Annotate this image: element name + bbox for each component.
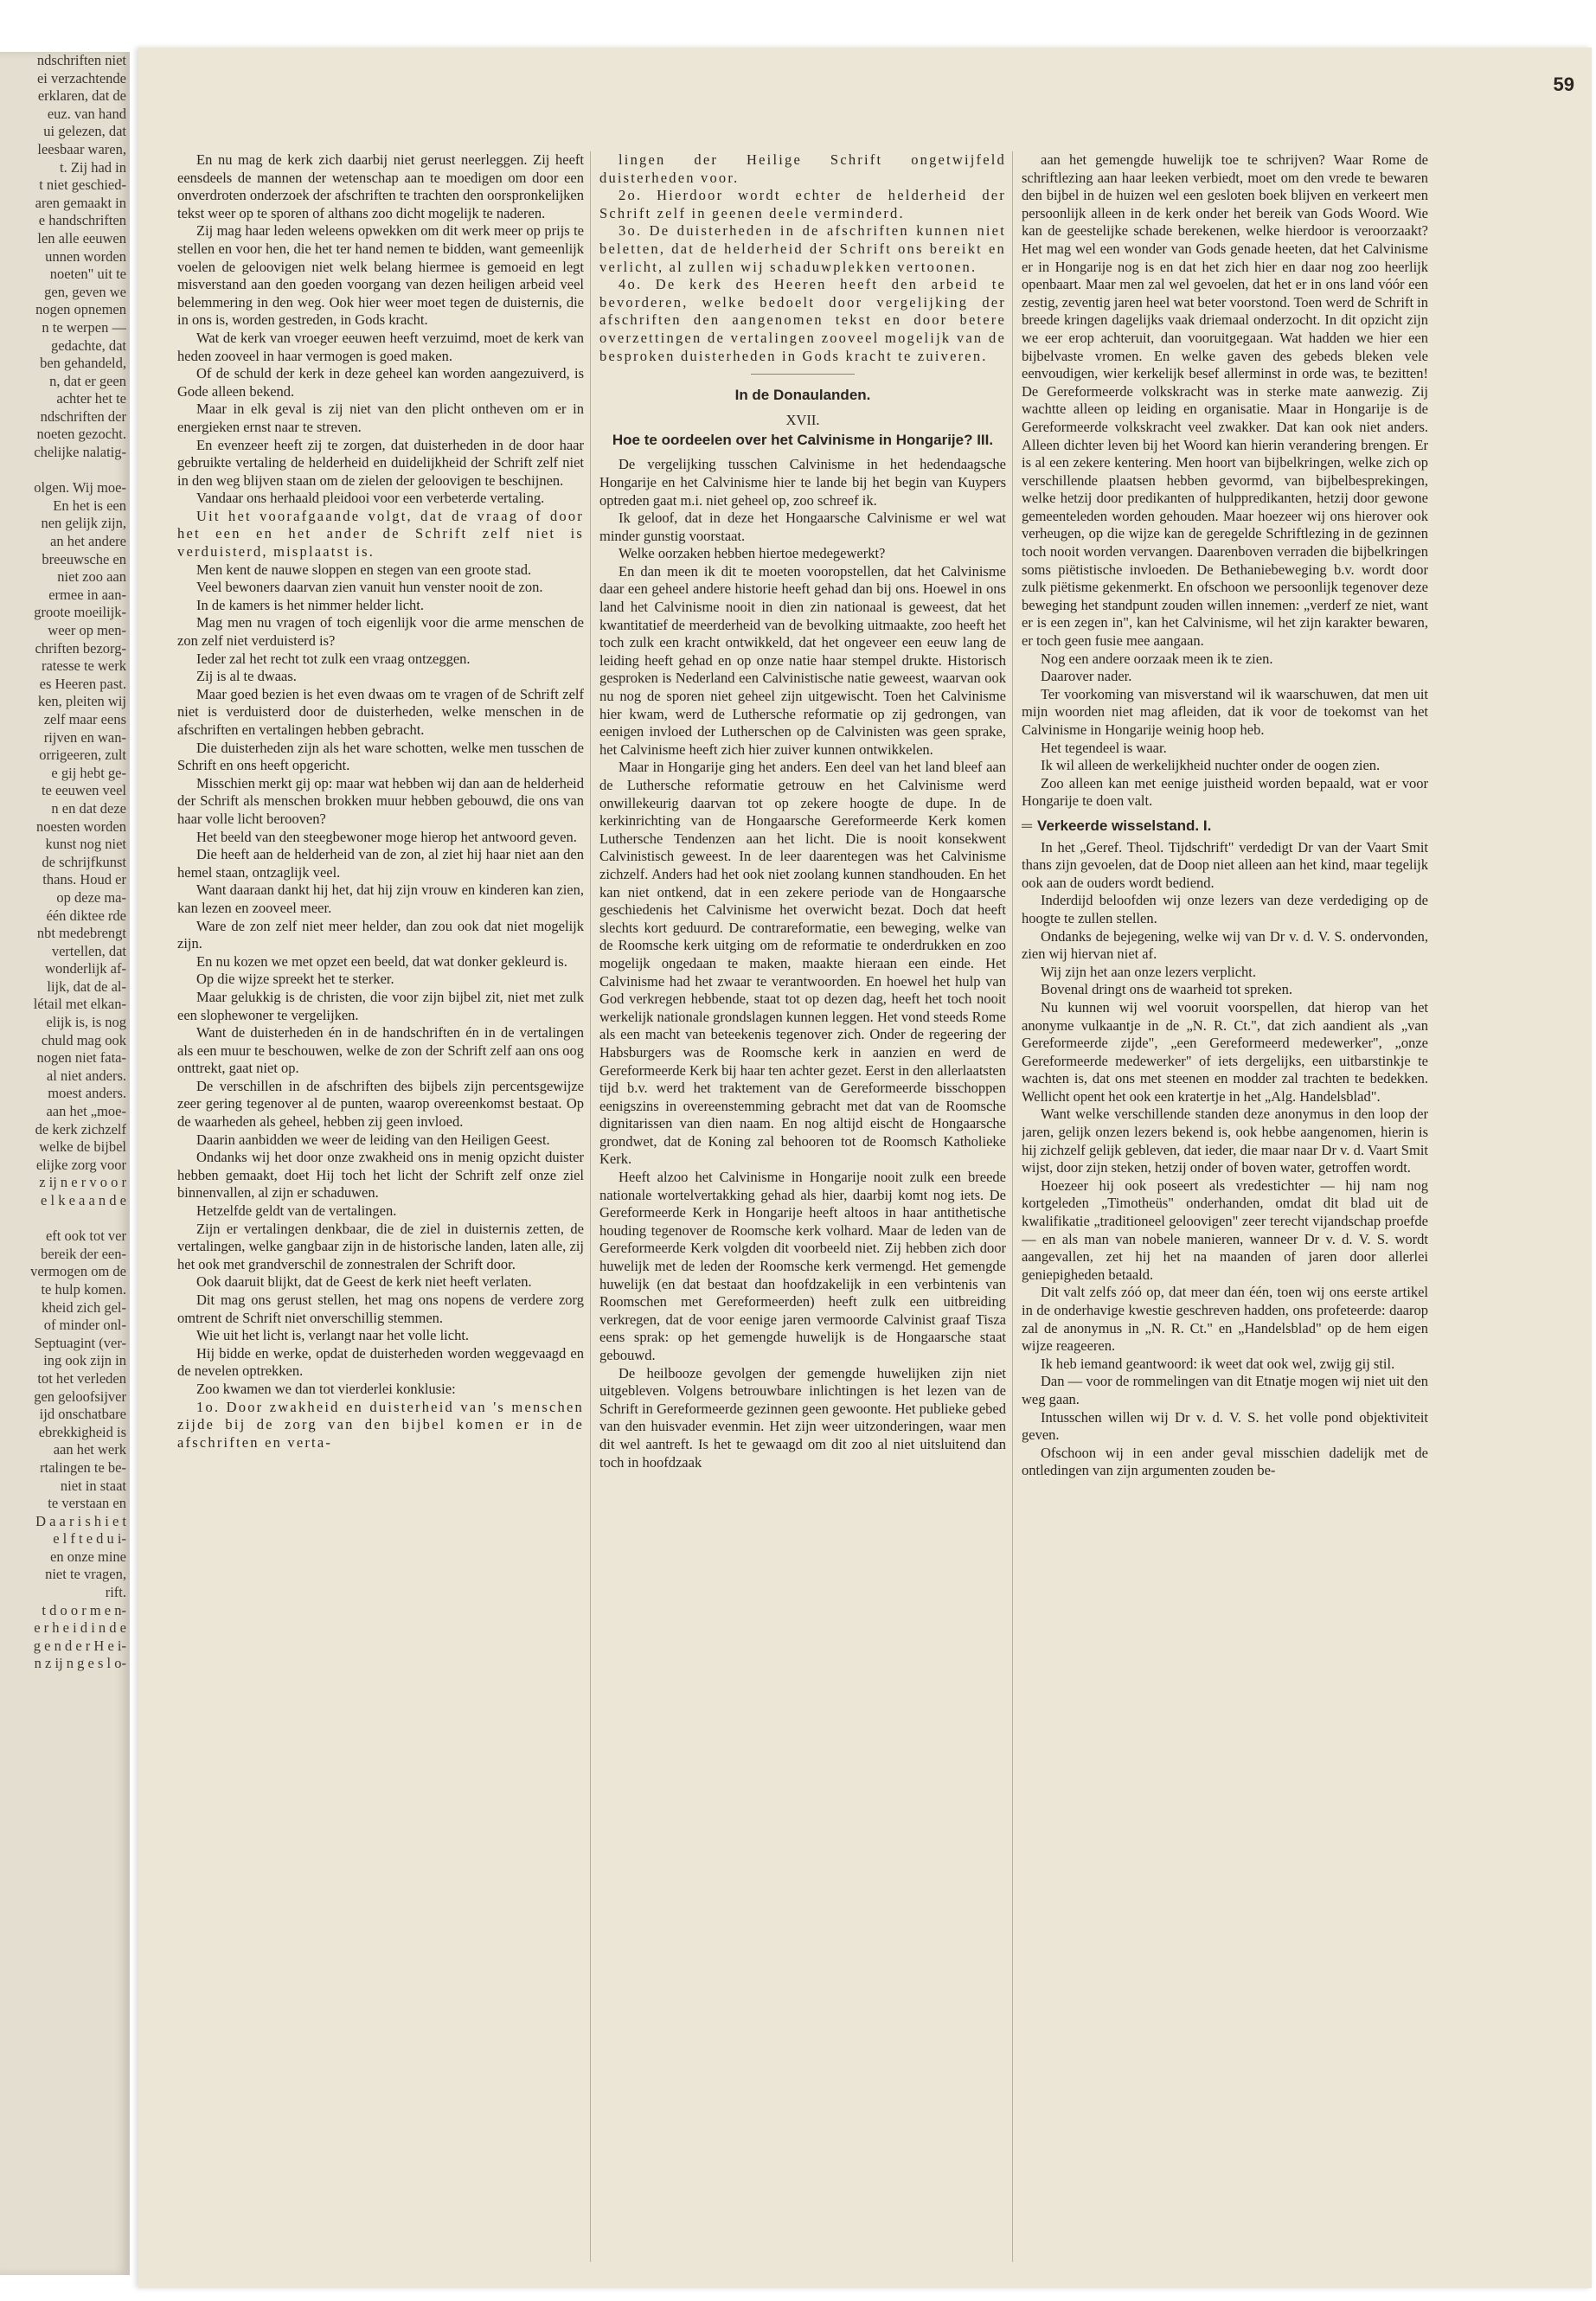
previous-page-line-fragment: z ij n e r v o o r — [39, 1174, 126, 1191]
page-number: 59 — [1553, 74, 1574, 95]
column-rule — [590, 151, 591, 2262]
previous-page-line-fragment: elijke zorg voor — [35, 1156, 126, 1173]
conclusions-block — [599, 151, 1006, 365]
previous-page-line-fragment: gen geloofsijver — [34, 1388, 126, 1405]
previous-page-line-fragment: an het andere — [50, 533, 126, 550]
paragraph: Men kent de nauwe sloppen en stegen van een groote stad. — [196, 561, 532, 578]
paragraph: Ik geloof, dat in deze het Hongaarsche Calvinisme er wel wat minder gunstig voorstaat. — [599, 510, 1006, 544]
paragraph: Dan — voor de rommelingen van dit Etnatje mogen wij niet uit den weg gaan. — [1022, 1373, 1428, 1407]
previous-page-line-fragment: chuld mag ook — [41, 1031, 126, 1048]
paragraph: 2o. Hierdoor wordt echter de helderheid der Schrift zelf in geenen deele verminderd. — [599, 187, 1006, 221]
previous-page-edge — [0, 52, 130, 2275]
previous-page-line-fragment: wonderlijk af- — [45, 960, 126, 977]
previous-page-line-fragment: En het is een — [53, 497, 126, 514]
previous-page-line-fragment: kunst nog niet — [45, 836, 126, 853]
previous-page-line-fragment: en onze mine — [50, 1548, 126, 1565]
paragraph: Bovenal dringt ons de waarheid tot spreken. — [1041, 981, 1292, 998]
previous-page-line-fragment: D a a r i s h i e t — [35, 1512, 126, 1529]
paragraph: Zij is al te dwaas. — [196, 668, 297, 685]
previous-page-line-fragment: rijven en wan- — [43, 728, 126, 746]
previous-page-line-fragment: nogen opnemen — [35, 301, 126, 318]
previous-page-line-fragment: rift. — [105, 1584, 126, 1601]
paragraph: Ook daaruit blijkt, dat de Geest de kerk niet heeft verlaten. — [196, 1273, 532, 1291]
previous-page-line-fragment: breeuwsche en — [42, 550, 126, 567]
previous-page-line-fragment: aan het werk — [53, 1441, 126, 1458]
paragraph: Daarover nader. — [1041, 668, 1132, 685]
previous-page-line-fragment: groote moeilijk- — [34, 604, 126, 621]
paragraph: 1o. Door zwakheid en duisterheid van 's menschen zijde bij de zorg van den bijbel komen er in de afschriften en verta- — [177, 1398, 584, 1451]
previous-page-line-fragment: de schrijfkunst — [42, 853, 126, 870]
paragraph: Mag men nu vragen of toch eigenlijk voor die arme menschen de zon zelf niet verduisterd is? — [177, 614, 584, 650]
previous-page-line-fragment: nogen niet fata- — [36, 1049, 126, 1067]
previous-page-line-fragment: chriften bezorg- — [35, 639, 126, 657]
previous-page-line-fragment: noeten" uit te — [49, 266, 126, 283]
article-heading-wisselstand — [1022, 817, 1428, 836]
paragraph: Uit het voorafgaande volgt, dat de vraag of door het een en het ander de Schrift zelf niet is verduisterd, misplaatst is. — [177, 507, 584, 561]
previous-page-line-fragment: of minder onl- — [43, 1317, 126, 1334]
paragraph: Ofschoon wij in een ander geval misschien dadelijk met de ontledingen van zijn argumenten zouden be- — [1022, 1444, 1428, 1479]
paragraph: Welke oorzaken hebben hiertoe medegewerkt? — [619, 545, 886, 562]
previous-page-line-fragment: e l k e a a n d e — [41, 1192, 126, 1208]
previous-page-line-fragment: te eeuwen veel — [41, 782, 126, 799]
previous-page-line-fragment: nbt medebrengt — [36, 925, 126, 942]
previous-page-line-fragment: létail met elkan- — [33, 996, 126, 1013]
previous-page-line-fragment: thans. Houd er — [42, 871, 126, 888]
paragraph: Zij mag haar leden weleens opwekken om dit werk meer op prijs te stellen en voor hen, die het ter hand nemen te bidden, want gemeenlijk voelen de geloovigen niet welk belang hiermee is gemoeid en legt misverstand aan den goeden voorgang van dezen heiligen arbeid veel belemmering in den weg. Ook hier weer moet tegen de duisternis, die in ons is, worden gestreden, in Gods kracht. — [177, 222, 584, 329]
previous-page-line-fragment: tot het verleden — [37, 1369, 126, 1387]
paragraph: Hetzelfde geldt van de vertalingen. — [196, 1202, 397, 1220]
column-3 — [1022, 151, 1428, 2262]
previous-page-line-fragment: al niet anders. — [46, 1067, 126, 1084]
paragraph: Want daaraan dankt hij het, dat hij zijn vrouw en kinderen kan zien, kan lezen en zooveel meer. — [177, 881, 584, 916]
column-1 — [177, 151, 584, 2262]
previous-page-line-fragment: noesten worden — [35, 817, 126, 835]
previous-page-line-fragment: es Heeren past. — [39, 675, 126, 692]
previous-page-line-fragment: kheid zich gel- — [41, 1298, 126, 1316]
paragraph: En dan meen ik dit te moeten vooropstellen, dat het Calvinisme daar een geheel andere historie heeft gehad dan bij ons. Hoewel in ons land het Calvinisme nooit in dien zin nationaal is geweest, dat het kwantitatief de meerderheid van de bevolking uitmaakte, zoo heeft het toch zulk een kracht ontwikkeld, dat het ongeveer een eeuw lang de leiding heeft gehad en op onze natie haar stempel drukte. Historisch gesproken is Nederland een Calvinistische natie geweest, waarvan ook nu nog de sporen niet geheel zijn uitgewischt. Toen het Calvinisme hier kwam, werd de Luthersche reformatie op zij gedrongen, van eenigen invloed der Lutherschen op de Calvinisten was geen sprake, het Calvinisme heeft zich hier zuiver kunnen ontwikkelen. — [599, 562, 1006, 758]
previous-page-line-fragment: eft ook tot ver — [45, 1227, 126, 1245]
previous-page-line-fragment: g e n d e r H e i- — [33, 1637, 126, 1654]
heading-marker: ═ — [1022, 817, 1033, 834]
paragraph: Vandaar ons herhaald pleidooi voor een verbeterde vertaling. — [196, 490, 545, 507]
previous-page-line-fragment: welke de bijbel — [39, 1138, 126, 1156]
article-heading-text: Verkeerde wisselstand. I. — [1037, 817, 1212, 834]
previous-page-line-fragment: aan het „moe- — [46, 1103, 126, 1120]
paragraph: In het „Geref. Theol. Tijdschrift" verdedigt Dr van der Vaart Smit thans zijn gevoelen, dat de Doop niet alleen aan het kind, maar tegelijk ook aan de ouders wordt bediend. — [1022, 838, 1428, 891]
paragraph: Misschien merkt gij op: maar wat hebben wij dan aan de helderheid der Schrift als menschen brokken muur hebben gebouwd, die ons van haar volle licht berooven? — [177, 774, 584, 827]
previous-page-line-fragment: nen gelijk zijn, — [41, 515, 126, 532]
paragraph: Ieder zal het recht tot zulk een vraag ontzeggen. — [196, 650, 471, 667]
previous-page-line-fragment: weer op men- — [48, 622, 126, 638]
paragraph: Nu kunnen wij wel vooruit voorspellen, dat hierop van het anonyme vulkaantje in de „N. R. Ct.", dat zich aandient als „van Gereformeerde zijde", „een Gereformeerd medewerker", „onze Gereformeerde medewerker" of iets dergelijks, een uitbarstinkje te wachten is, dat ons met steenen en modder zal trachten te bedekken. Wellicht opent het ook een kratertje in het „Alg. Handelsblad". — [1022, 998, 1428, 1105]
previous-page-line-fragment: euz. van hand — [47, 105, 126, 122]
previous-page-line-fragment: e r h e i d i n d e — [34, 1619, 126, 1637]
previous-page-line-fragment: lijk, dat de al- — [47, 977, 126, 995]
previous-page-line-fragment: één diktee rde — [46, 907, 126, 924]
paragraph: Dit mag ons gerust stellen, het mag ons nopens de verdere zorg omtrent de Schrift niet onverschillig stemmen. — [177, 1292, 584, 1326]
previous-page-line-fragment: e gij hebt ge- — [51, 764, 126, 781]
previous-page-line-fragment: gedachte, dat — [50, 336, 126, 354]
previous-page-line-fragment: aren gemaakt in — [35, 194, 126, 211]
previous-page-line-fragment: e l f t e d u i- — [53, 1530, 126, 1548]
paragraph: Zijn er vertalingen denkbaar, die de ziel in duisternis zetten, de vertalingen, welke gangbaar zijn in de historische landen, laten alle, zij het ook met grandverschil de zonnestralen der Schrift door. — [177, 1220, 584, 1272]
previous-page-line-fragment: ing ook zijn in — [43, 1352, 126, 1369]
previous-page-line-fragment: unnen worden — [45, 247, 126, 265]
previous-page-line-fragment: olgen. Wij moe- — [34, 479, 126, 497]
paragraph: Ter voorkoming van misverstand wil ik waarschuwen, dat men uit mijn woorden niet mag afleiden, dat ik voor de toekomst van het Calvinisme in Hongarije weinig hoop heb. — [1022, 685, 1428, 738]
paragraph: En evenzeer heeft zij te zorgen, dat duisterheden in de door haar gebruikte vertaling de helderheid en duidelijkheid der Schrift zelf niet in den weg blijven staan om de zielen der geloovigen te beschijnen. — [177, 436, 584, 489]
previous-page-line-fragment: e handschriften — [38, 212, 126, 229]
previous-page-line-fragment: Septuagint (ver- — [34, 1334, 126, 1351]
paragraph: Het beeld van den steegbewoner moge hierop het antwoord geven. — [196, 828, 577, 845]
paragraph: Op die wijze spreekt het te sterker. — [196, 971, 394, 988]
previous-page-line-fragment: zelf maar eens — [43, 710, 126, 727]
paragraph: De verschillen in de afschriften des bijbels zijn percentsgewijze zeer gering tegenover al de punten, waarop overeenkomst bestaat. Op de waarheden als geheel, hebben zij geen invloed. — [177, 1077, 584, 1131]
article-continuation — [1022, 151, 1428, 811]
paragraph: Die duisterheden zijn als het ware schotten, welke men tusschen de Schrift en ons heeft opgericht. — [177, 739, 584, 774]
previous-page-line-fragment: ratesse te werk — [41, 657, 126, 675]
previous-page-line-fragment: rtalingen te be- — [40, 1458, 126, 1476]
newspaper-sheet — [138, 48, 1592, 2288]
previous-page-line-fragment: gen, geven we — [44, 283, 126, 300]
paragraph: Hoezeer hij ook poseert als vredestichter — hij nam nog kortgeleden „Timotheüs" onderhanden, omdat dit blad uit de kwalifikatie „traditioneel geloovigen" zeer terecht vijandschap proefde — en als man van nobele manieren, wanneer Dr v. d. V. S. wordt aangevallen, zet hij het na maanden of jaren door allerlei geniepigheden betaald. — [1022, 1176, 1428, 1283]
previous-page-line-fragment: n, dat er geen — [49, 372, 126, 389]
article-title: Hoe te oordeelen over het Calvinisme in Hongarije? III. — [612, 432, 994, 449]
paragraph: 3o. De duisterheden in de afschriften kunnen niet beletten, dat de helderheid der Schrift ons bereikt en verlicht, al zullen wij schaduwplekken vertoonen. — [599, 222, 1006, 275]
previous-page-line-fragment: elijk is, is nog — [46, 1014, 126, 1031]
paragraph: Maar in elk geval is zij niet van den plicht ontheven om er in energieken ernst naar te streven. — [177, 401, 584, 435]
previous-page-line-fragment: orrigeeren, zult — [39, 747, 126, 764]
previous-page-line-fragment — [0, 462, 130, 480]
paragraph: Wie uit het licht is, verlangt naar het volle licht. — [196, 1327, 470, 1344]
paragraph: Nog een andere oorzaak meen ik te zien. — [1041, 650, 1273, 667]
previous-page-line-fragment: vertellen, dat — [51, 942, 126, 959]
article-body — [599, 456, 1006, 1471]
previous-page-line-fragment: t. Zij had in — [60, 158, 126, 176]
previous-page-line-fragment: te verstaan en — [48, 1495, 126, 1512]
paragraph: Want welke verschillende standen deze anonymus in den loop der jaren, gelijk onzen lezers bekend is, ook hebbe aangenomen, hierin is hij zichzelf gelijk gebleven, dat ieder, die maar naar Dr v. d. Vaart Smit wijst, door zijn steken, hetzij onder of boven water, getroffen wordt. — [1022, 1106, 1428, 1176]
paragraph: Want de duisterheden én in de handschriften én in de vertalingen als een muur te beschouwen, welke de zon der Schrift zelf aan ons oog onttrekt, gaat niet op. — [177, 1024, 584, 1077]
previous-page-line-fragment: ui gelezen, dat — [43, 123, 126, 140]
previous-page-line-fragment: erklaren, dat de — [37, 87, 126, 105]
previous-page-line-fragment: vermogen om de — [30, 1263, 126, 1280]
paragraph: aan het gemengde huwelijk toe te schrijven? Waar Rome de schriftlezing aan haar leeken verbiedt, moet om den vrede te bewaren den bijbel in de huizen wel een gesloten boek blijven en verkeert men persoonlijk alleen in de kerk onder het bereik van Gods Woord. Wie kan de geestelijke schade berekenen, welke hierdoor is veroorzaakt? Het mag wel een wonder van Gods genade heeten, dat het Calvinisme er in Hongarije nog is en dat het zich hier en daar nog zoo heerlijk openbaart. Maar men zal wel gevoelen, dat het er in ons land vóór een zestig, zeventig jaren heel wat beter voorstond. Toen werd de Schrift in breede kringen dagelijks vaak driemaal onderzocht. In dit opzicht zijn we eer erop achteruit, dan vooruitgegaan. Wat hadden we hier een bijbelvaste vromen. En welke gaven des gebeds bleken vele eenvoudigen, wier kerkelijk besef allerminst in orde was, te bezitten! De Gereformeerde volkskracht was in sterke mate aanwezig. Zij wachtte alleen op leiding en organisatie. Maar in Hongarije is de Gereformeerde volkskracht veel zwakker. Dat kan ook niet anders. Alleen dichter leven bij het Woord kan hierin verandering brengen. Er is al een zekere kentering. Men hoort van bijbelkringen, welke zich op verschillende plaatsen hebben gevormd, van bijbelbesprekingen, welke hetzij door predikanten of hulppredikanten, hetzij door gewone gemeenteleden worden gehouden. Maar hoezeer wij ons hierover ook verheugen, op die wijze kan de geregelde Schriftlezing in de gezinnen toch nooit worden vervangen. Daarenboven verraden die bijbelkringen soms piëtistische invloeden. De Bethaniebeweging b.v. wordt door zulk piëtisme gekenmerkt. En ofschoon we persoonlijk tegenover deze beweging het standpunt zouden willen innemen: „verderf ze niet, want er is een zegen in", kan het Calvinisme, wil het zijn karakter bewaren, er toch geen fusie mee aangaan. — [1022, 151, 1428, 650]
paragraph: Ondanks wij het door onze zwakheid ons in menig opzicht duister hebben gemaakt, doet Hij toch het licht der Schrift zelf onze ziel binnenvallen, al zijn er schaduwen. — [177, 1149, 584, 1202]
previous-page-line-fragment: noeten gezocht. — [36, 426, 126, 443]
previous-page-line-fragment: n z ij n g e s l o- — [34, 1655, 126, 1672]
column-2 — [599, 151, 1006, 2262]
previous-page-line-fragment: ijd onschatbare — [39, 1406, 126, 1423]
paragraph: Heeft alzoo het Calvinisme in Hongarije nooit zulk een breede nationale wortelvertakking gehad als hier, daarbij komt nog iets. De Gereformeerde Kerk in Hongarije heeft altoos in haar antithetische houding tegenover de Roomsche kerk volhard. Maar de leden van de Gereformeerde Kerk volgden dit voorbeeld niet. Zij hebben zich door huwelijk met de leden der Roomsche kerk vermengd. Het gemengde huwelijk (en dat bestaat dan hoofdzakelijk in een verbintenis van Roomschen met Gereformeerden) heeft zulk een uitbreiding verkregen, dat de voor eenige jaren vermoorde Calvinist graaf Tisza eens sprak: op het gemengde huwelijk is de Hongaarsche staat gebouwd. — [599, 1169, 1006, 1363]
paragraph: Ware de zon zelf niet meer helder, dan zou ook dat niet mogelijk zijn. — [177, 917, 584, 952]
paragraph: Wat de kerk van vroeger eeuwen heeft verzuimd, moet de kerk van heden zooveel in haar vermogen is goed maken. — [177, 329, 584, 364]
paragraph: Ik wil alleen de werkelijkheid nuchter onder de oogen zien. — [1041, 757, 1381, 774]
paragraph: Veel bewoners daarvan zien vanuit hun venster nooit de zon. — [196, 579, 543, 596]
previous-page-line-fragment: ermee in aan- — [48, 586, 126, 603]
previous-page-line-fragment: len alle eeuwen — [37, 229, 126, 247]
paragraph: Maar gelukkig is de christen, die voor zijn bijbel zit, niet met zulk een slophewoner te vergelijken. — [177, 988, 584, 1023]
previous-page-line-fragment: n te werpen — — [42, 318, 126, 336]
previous-page-line-fragment: n en dat deze — [51, 799, 126, 817]
previous-page-line-fragment: niet zoo aan — [57, 568, 126, 586]
previous-page-line-fragment: moest anders. — [48, 1085, 126, 1102]
previous-page-line-fragment: t d o o r m e n- — [42, 1601, 126, 1618]
previous-page-line-fragment — [0, 1210, 130, 1228]
previous-page-line-fragment: achter het te — [56, 390, 126, 407]
paragraph: Zoo alleen kan met eenige juistheid worden bepaald, wat er voor Hongarije te doen valt. — [1022, 774, 1428, 810]
paragraph: En nu mag de kerk zich daarbij niet gerust neerleggen. Zij heeft eensdeels de mannen der wetenschap aan te moedigen om door een onverdroten onderzoek der afschriften te trachten den oorspronkelijken tekst weer op te sporen of althans zoo dicht mogelijk te naderen. — [177, 151, 584, 221]
paragraph: Maar goed bezien is het even dwaas om te vragen of de Schrift zelf niet is verduisterd door de duisterheden, welke menschen in de afschriften en vertalingen hebben gebracht. — [177, 685, 584, 738]
column-rule — [1012, 151, 1013, 2262]
previous-page-line-fragment: op deze ma- — [56, 888, 126, 906]
paragraph: Ondanks de bejegening, welke wij van Dr v. d. V. S. ondervonden, zien wij hiervan niet af. — [1022, 927, 1428, 963]
previous-page-line-fragment: leesbaar waren, — [37, 140, 126, 157]
paragraph: Inderdijd beloofden wij onze lezers van deze verdediging op de hoogte te zullen stellen. — [1022, 892, 1428, 926]
article-number: XVII. — [785, 411, 820, 428]
paragraph: Daarin aanbidden we weer de leiding van den Heiligen Geest. — [196, 1131, 550, 1148]
paragraph: In de kamers is het nimmer helder licht. — [196, 596, 425, 613]
paragraph: Of de schuld der kerk in deze geheel kan worden aangezuiverd, is Gode alleen bekend. — [177, 365, 584, 400]
previous-page-line-fragment: niet in staat — [60, 1477, 126, 1494]
paragraph: Dit valt zelfs zóó op, dat meer dan één, toen wij ons eerste artikel in de onderhavige kwestie geschreven hadden, ons profeteerde: daarop zal de anonymus in „N. R. Ct." en „Handelsblad" op de hem eigen wijze reageeren. — [1022, 1284, 1428, 1355]
paragraph: En nu kozen we met opzet een beeld, dat wat donker gekleurd is. — [196, 952, 567, 970]
previous-page-line-fragment: ken, pleiten wij — [37, 693, 126, 710]
paragraph: Zoo kwamen we dan tot vierderlei konklusie: — [196, 1380, 456, 1397]
previous-page-line-fragment: bereik der een- — [41, 1245, 126, 1262]
paragraph: Intusschen willen wij Dr v. d. V. S. het volle pond objektiviteit geven. — [1022, 1408, 1428, 1444]
section-heading: In de Donaulanden. — [734, 387, 871, 404]
previous-page-line-fragment: ndschriften der — [40, 407, 126, 425]
article-body — [1022, 839, 1428, 1480]
previous-page-line-fragment: te hulp komen. — [41, 1280, 126, 1298]
paragraph: Het tegendeel is waar. — [1041, 739, 1167, 756]
paragraph: Wij zijn het aan onze lezers verplicht. — [1041, 963, 1257, 980]
paragraph: 4o. De kerk des Heeren heeft den arbeid te bevorderen, welke bedoelt door vergelijking der afschriften den aangenomen tekst en door betere overzettingen de vertalingen zooveel mogelijk van de besproken duisterheden in Gods kracht te zuiveren. — [599, 276, 1006, 364]
previous-page-line-fragment: t niet geschied- — [39, 176, 126, 194]
previous-page-line-fragment: chelijke nalatig- — [34, 444, 126, 461]
paragraph: Hij bidde en werke, opdat de duisterheden worden weggevaagd en de nevelen optrekken. — [177, 1344, 584, 1380]
previous-page-line-fragment: ebrekkigheid is — [38, 1423, 126, 1440]
paragraph: De heilbooze gevolgen der gemengde huwelijken zijn niet uitgebleven. Volgens betrouwbare inlichtingen is het lezen van de Schrift in Gereformeerde gezinnen geen gewoonte. Het publieke gebed van den huisvader evenmin. Het zijn weer uitzonderingen, waar men dit wel aantreft. Is het te gewaagd om dit zoo al niet uitsluitend dan toch in hoofdzaak — [599, 1364, 1006, 1471]
previous-page-line-fragment: ndschriften niet — [36, 52, 126, 68]
previous-page-line-fragment: ben gehandeld, — [40, 355, 126, 372]
paragraph: Maar in Hongarije ging het anders. Een deel van het land bleef aan de Luthersche reformatie getrouw en het Calvinisme werd onwillekeurig daarvan tot op zekere hoogte de dupe. In de kerkinrichting van de Hongaarsche Gereformeerde Kerk komen Luthersche Tendenzen aan het licht. Die is nooit konsekwent Calvinistisch geweest. In de leer daarentegen was het Calvinisme zichzelf. Anders had het ook niet zoolang kunnen standhouden. En het kan niet ontkend, dat in een zekere periode van de Hongaarsche geschiedenis het Calvinisme het overwicht bezat. Doch dat heeft slechts kort geduurd. De contrareformatie, een beweging, welke van de Roomsche kerk uitging om de reformatie te onderdrukken en zoo mogelijk ongedaan te maken, maakte hieraan een einde. Het Calvinisme had het zwaar te verantwoorden. En hoewel het hulp van God verkregen hebbende, staat tot op dezen dag, heeft het toch nooit werkelijk nationale grondslagen kunnen leggen. Het vond steeds Rome als een macht van beteekenis tegenover zich. Onder de regeering der Habsburgers was de Roomsche kerk in aanzien en werd de Gereformeerde Kerk bij haar ten achter gezet. Eerst in den allerlaatsten tijd b.v. werd het traktement van de Gereformeerde bisschoppen eenigszins in overeenstemming gebracht met dat van de Roomsche dignitarissen van dien naam. En nog altijd eischt de Hongaarsche grondwet, dat de Koning zal behooren tot de Roomsch Katholieke Kerk. — [599, 759, 1006, 1168]
previous-page-line-fragment: de kerk zichzelf — [35, 1120, 126, 1138]
paragraph: Ik heb iemand geantwoord: ik weet dat ook wel, zwijg gij stil. — [1041, 1355, 1395, 1372]
previous-page-line-fragment: ei verzachtende — [36, 69, 126, 87]
section-divider — [751, 374, 855, 375]
paragraph: lingen der Heilige Schrift ongetwijfeld duisterheden voor. — [599, 151, 1006, 186]
paragraph: Die heeft aan de helderheid van de zon, al ziet hij haar niet aan den hemel staan, ontzaglijk veel. — [177, 846, 584, 881]
previous-page-line-fragment: niet te vragen, — [45, 1566, 126, 1583]
paragraph: De vergelijking tusschen Calvinisme in het hedendaagsche Hongarije en het Calvinisme hier te lande bij het begin van Kuypers optreden gaat m.i. niet geheel op, zoo schreef ik. — [599, 456, 1006, 509]
